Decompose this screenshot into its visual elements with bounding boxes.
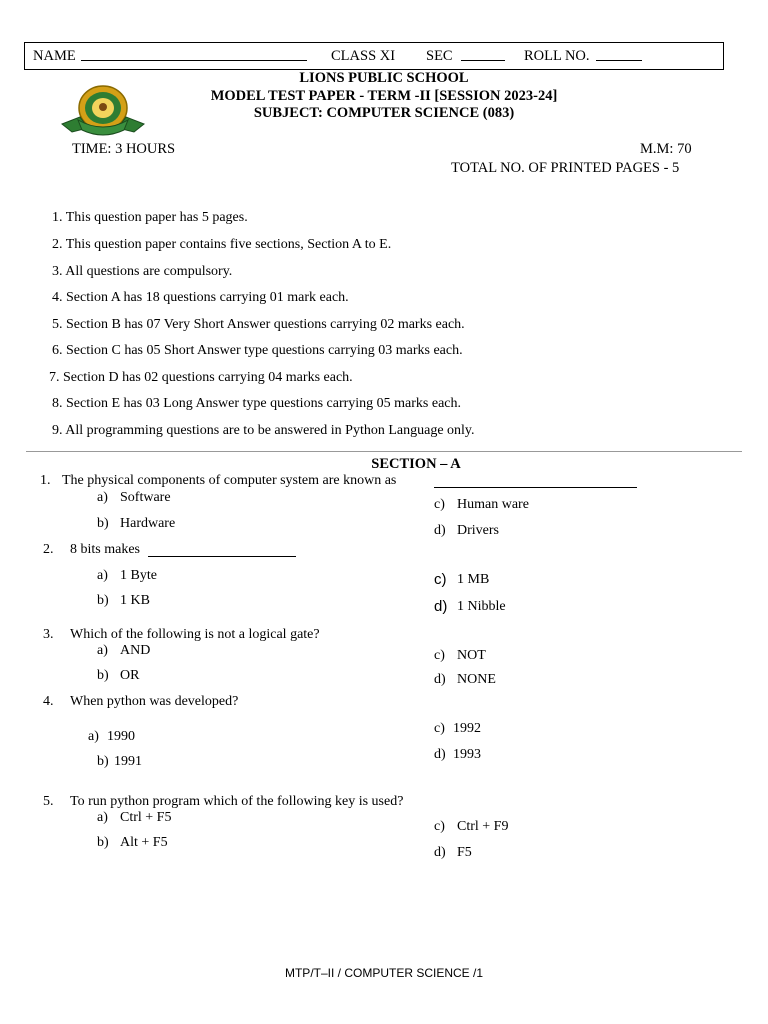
instruction-item: 2. This question paper contains five sections, Section A to E. — [52, 237, 392, 252]
option-label: c) — [434, 571, 447, 588]
instruction-item: 9. All programming questions are to be answered in Python Language only. — [52, 423, 475, 438]
option-text: Human ware — [457, 497, 529, 512]
instruction-item: 1. This question paper has 5 pages. — [52, 210, 248, 225]
question-text: Which of the following is not a logical gate? — [70, 627, 320, 642]
paper-title: MODEL TEST PAPER - TERM -II [SESSION 2023-24] — [210, 88, 558, 104]
school-name: LIONS PUBLIC SCHOOL — [299, 70, 469, 86]
instruction-item: 8. Section E has 03 Long Answer type questions carrying 05 marks each. — [52, 396, 462, 411]
section-divider — [26, 451, 742, 452]
option-label: c) — [434, 721, 445, 736]
option-label: d) — [434, 523, 446, 538]
question-text: 8 bits makes — [70, 542, 140, 557]
answer-blank[interactable] — [148, 544, 296, 557]
option-label: d) — [434, 598, 448, 615]
option-text: Drivers — [457, 523, 499, 538]
option-label: a) — [97, 643, 108, 658]
question-number: 1. — [40, 473, 51, 488]
instruction-item: 4. Section A has 18 questions carrying 01 mark each. — [52, 290, 349, 305]
option-label: a) — [88, 729, 99, 744]
option-label: d) — [434, 747, 446, 762]
option-label: b) — [97, 754, 109, 769]
name-label: NAME — [33, 48, 76, 64]
question-number: 4. — [43, 694, 54, 709]
option-text: 1 MB — [457, 572, 490, 587]
option-text: F5 — [457, 845, 472, 860]
option-text: 1 KB — [120, 593, 150, 608]
instruction-item: 5. Section B has 07 Very Short Answer questions carrying 02 marks each. — [52, 317, 465, 332]
total-pages: TOTAL NO. OF PRINTED PAGES - 5 — [451, 160, 680, 176]
sec-blank[interactable] — [461, 48, 505, 61]
option-text: 1 Byte — [120, 568, 157, 583]
roll-blank[interactable] — [596, 48, 642, 61]
option-text: 1992 — [453, 721, 481, 736]
option-label: b) — [97, 593, 109, 608]
question-number: 5. — [43, 794, 54, 809]
instruction-item: 6. Section C has 05 Short Answer type questions carrying 03 marks each. — [52, 343, 463, 358]
option-label: c) — [434, 819, 445, 834]
option-label: a) — [97, 568, 108, 583]
option-text: 1993 — [453, 747, 481, 762]
max-marks: M.M: 70 — [640, 141, 692, 157]
section-title: SECTION – A — [371, 456, 461, 472]
option-text: OR — [120, 668, 140, 683]
roll-label: ROLL NO. — [524, 48, 590, 64]
option-label: c) — [434, 648, 445, 663]
question-text: The physical components of computer system are known as — [62, 473, 397, 488]
instruction-item: 7. Section D has 02 questions carrying 04 marks each. — [49, 370, 353, 385]
option-text: 1990 — [107, 729, 135, 744]
option-label: b) — [97, 668, 109, 683]
instruction-item: 3. All questions are compulsory. — [52, 264, 233, 279]
question-number: 2. — [43, 542, 54, 557]
option-text: AND — [120, 643, 151, 658]
option-label: c) — [434, 497, 445, 512]
option-text: 1991 — [114, 754, 142, 769]
option-label: a) — [97, 810, 108, 825]
question-text: When python was developed? — [70, 694, 239, 709]
option-label: a) — [97, 490, 108, 505]
option-label: d) — [434, 672, 446, 687]
option-label: d) — [434, 845, 446, 860]
option-label: b) — [97, 516, 109, 531]
option-label: b) — [97, 835, 109, 850]
option-text: Ctrl + F9 — [457, 819, 509, 834]
option-text: NOT — [457, 648, 486, 663]
subject-title: SUBJECT: COMPUTER SCIENCE (083) — [253, 105, 515, 121]
sec-label: SEC — [426, 48, 453, 64]
option-text: Software — [120, 490, 171, 505]
option-text: Hardware — [120, 516, 176, 531]
option-text: 1 Nibble — [457, 599, 506, 614]
page-footer: MTP/T–II / COMPUTER SCIENCE /1 — [284, 966, 484, 980]
class-label: CLASS XI — [331, 48, 396, 64]
student-details-box — [24, 42, 724, 70]
option-text: NONE — [457, 672, 496, 687]
name-blank[interactable] — [81, 48, 307, 61]
option-text: Ctrl + F5 — [120, 810, 172, 825]
option-text: Alt + F5 — [120, 835, 168, 850]
time-label: TIME: 3 HOURS — [72, 141, 176, 157]
question-number: 3. — [43, 627, 54, 642]
question-text: To run python program which of the following key is used? — [70, 794, 404, 809]
answer-blank[interactable] — [434, 475, 637, 488]
